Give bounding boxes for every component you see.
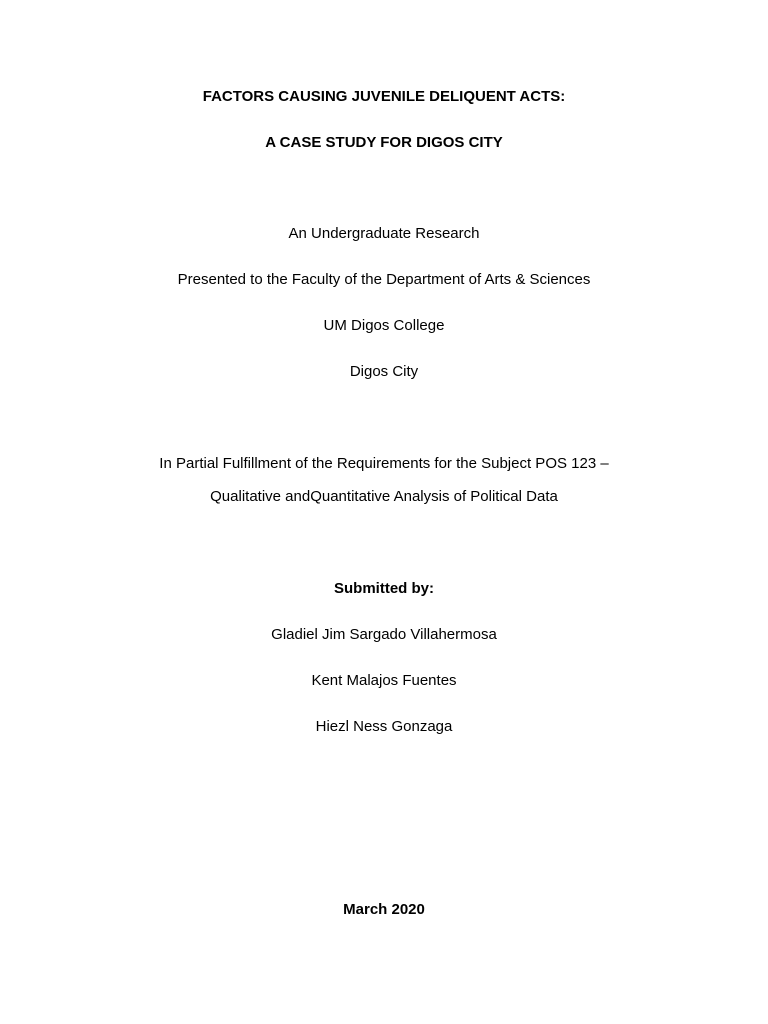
fulfillment-line-2: Qualitative andQuantitative Analysis of Political Data [210,488,558,505]
author-name: Gladiel Jim Sargado Villahermosa [271,626,497,643]
presented-to: Presented to the Faculty of the Department of Arts & Sciences [177,271,591,288]
submission-date: March 2020 [343,901,425,918]
fulfillment-line-1: In Partial Fulfillment of the Requirements for the Subject POS 123 – [159,455,609,472]
author-name: Kent Malajos Fuentes [311,672,457,689]
research-type: An Undergraduate Research [288,225,480,242]
submitted-by-heading: Submitted by: [334,580,434,597]
institution-city: Digos City [349,363,419,380]
author-name: Hiezl Ness Gonzaga [315,718,453,735]
title-line-1: FACTORS CAUSING JUVENILE DELIQUENT ACTS: [202,88,566,105]
institution-name: UM Digos College [323,317,445,334]
title-line-2: A CASE STUDY FOR DIGOS CITY [265,134,503,151]
